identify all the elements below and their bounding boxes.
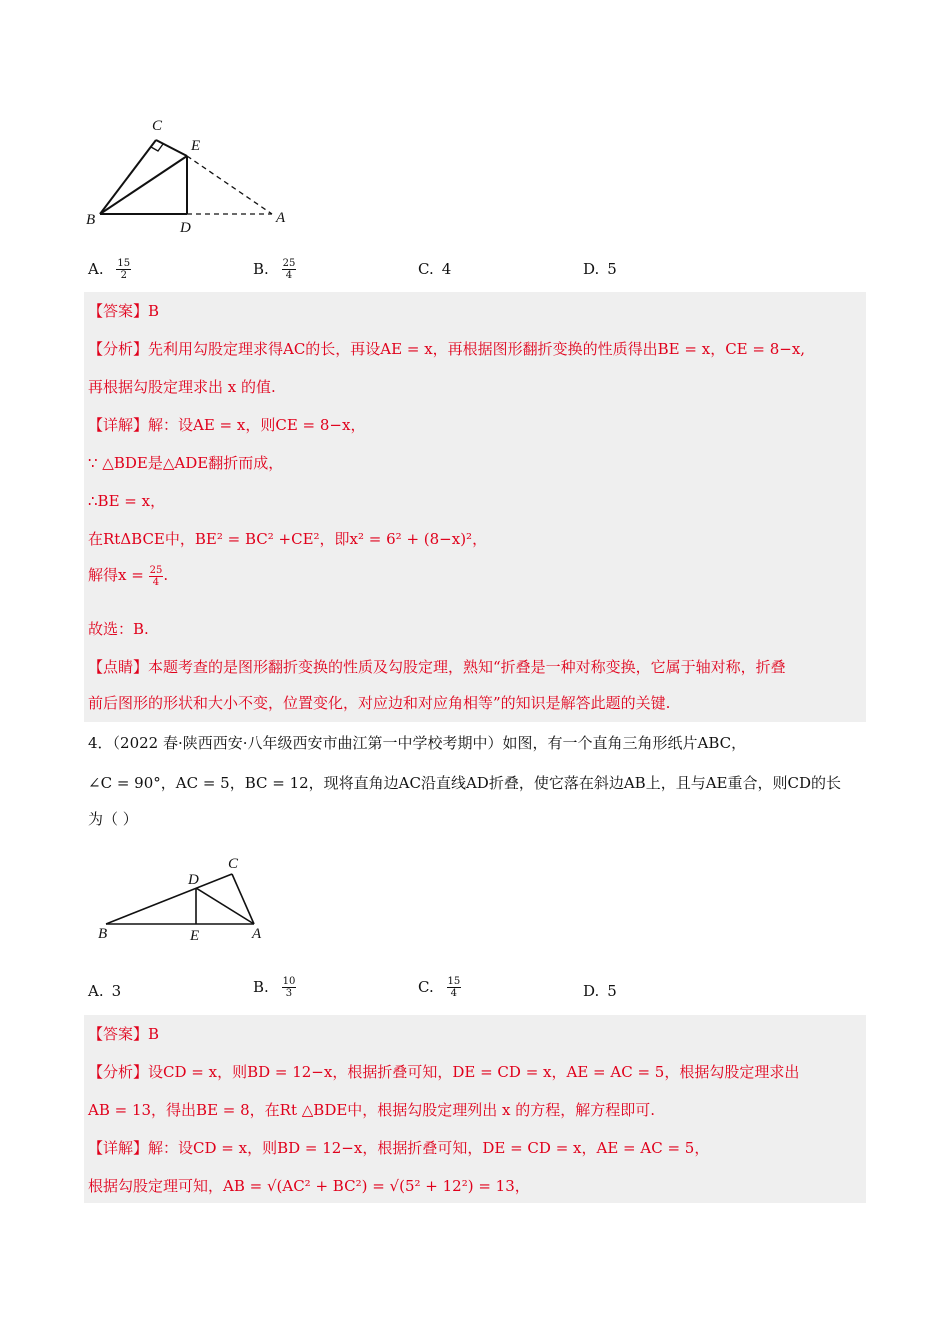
- label-d: D: [180, 220, 191, 236]
- figure-triangle-2: [90, 852, 280, 947]
- q3-answer: 【答案】B: [88, 302, 160, 320]
- q3-analysis: 【分析】先利用勾股定理求得AC的长，再设AE = x，再根据图形翻折变换的性质得出BE = x，CE = 8−x,: [88, 340, 806, 358]
- q3-solution-box: [84, 292, 866, 722]
- fraction: $\frac{10}{3}$: [282, 976, 296, 999]
- fraction: $\frac{25}{4}$: [149, 564, 163, 588]
- q4-option-a[interactable]: A. 3: [88, 982, 122, 1000]
- fraction: $\frac{25}{4}$: [282, 258, 296, 281]
- q3-option-a[interactable]: A. $\frac{15}{2}$: [88, 258, 131, 281]
- q3-detail-1: 【详解】解：设AE = x，则CE = 8−x，: [88, 416, 366, 434]
- label-e: E: [191, 138, 201, 154]
- q4-option-b[interactable]: B. $\frac{10}{3}$: [253, 976, 296, 999]
- label-a: A: [252, 926, 262, 942]
- q3-detail-5: 解得x = $\frac{25}{4}$ .: [88, 564, 169, 588]
- q3-comment-cont: 前后图形的形状和大小不变，位置变化，对应边和对应角相等”的知识是解答此题的关键.: [88, 694, 671, 712]
- q3-option-b[interactable]: B. $\frac{25}{4}$: [253, 258, 296, 281]
- label-c: C: [228, 856, 239, 872]
- q4-stem-line-1: 4．（2022 春·陕西西安·八年级西安市曲江第一中学校考期中）如图，有一个直角三角形纸片ABC，: [88, 734, 747, 752]
- q4-detail-2: 根据勾股定理可知，AB = √(AC² + BC²) = √(5² + 12²) = 13，: [88, 1177, 530, 1195]
- q3-detail-2: ∵ △BDE是△ADE翻折而成，: [88, 454, 284, 472]
- triangle-diagram-1: [80, 112, 300, 242]
- q3-option-d[interactable]: D. 5: [583, 260, 617, 278]
- figure-triangle-1: [80, 112, 300, 242]
- q3-option-c[interactable]: C. 4: [418, 260, 452, 278]
- q4-option-d[interactable]: D. 5: [583, 982, 617, 1000]
- q3-choice: 故选：B.: [88, 620, 149, 638]
- fraction: $\frac{15}{2}$: [117, 258, 131, 281]
- q4-solution-box: [84, 1015, 866, 1203]
- q3-options: [88, 258, 868, 282]
- label-c: C: [152, 118, 163, 134]
- fraction: $\frac{15}{4}$: [447, 976, 461, 999]
- q3-analysis-cont: 再根据勾股定理求出 x 的值.: [88, 378, 276, 396]
- label-d: D: [188, 872, 199, 888]
- q3-detail-3: ∴BE = x，: [88, 492, 166, 510]
- q3-detail-4: 在RtΔBCE中，BE² = BC² +CE²，即x² = 6² + (8−x)²，: [88, 530, 488, 548]
- q4-answer: 【答案】B: [88, 1025, 160, 1043]
- q4-options: [88, 976, 868, 1006]
- label-e: E: [190, 928, 200, 944]
- triangle-diagram-2: [90, 852, 280, 947]
- label-a: A: [276, 210, 286, 226]
- q4-stem-line-3: 为（ ）: [88, 810, 138, 828]
- q4-detail-1: 【详解】解：设CD = x，则BD = 12−x，根据折叠可知，DE = CD = x，AE = AC = 5，: [88, 1139, 710, 1157]
- q4-option-c[interactable]: C. $\frac{15}{4}$: [418, 976, 461, 999]
- q3-comment: 【点睛】本题考查的是图形翻折变换的性质及勾股定理，熟知“折叠是一种对称变换，它属于轴对称，折叠: [88, 658, 786, 676]
- q4-analysis-cont: AB = 13，得出BE = 8，在Rt △BDE中，根据勾股定理列出 x 的方程，解方程即可.: [88, 1101, 656, 1119]
- label-b: B: [98, 926, 108, 942]
- label-b: B: [86, 212, 96, 228]
- q4-analysis: 【分析】设CD = x，则BD = 12−x，根据折叠可知，DE = CD = x，AE = AC = 5，根据勾股定理求出: [88, 1063, 800, 1081]
- q4-stem-line-2: ∠C = 90°，AC = 5，BC = 12，现将直角边AC沿直线AD折叠，使它落在斜边AB上，且与AE重合，则CD的长: [88, 774, 841, 792]
